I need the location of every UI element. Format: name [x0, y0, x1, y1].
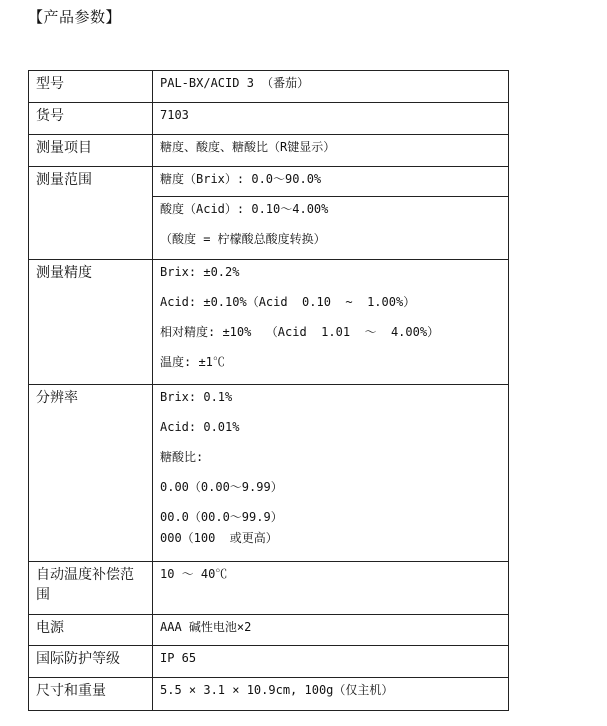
value-line: 酸度（Acid）: 0.10〜4.00%: [160, 202, 329, 216]
value-line: 00.0（00.0〜99.9）: [160, 510, 283, 524]
row-value: [153, 562, 509, 615]
row-value: [153, 71, 509, 103]
row-value: [153, 385, 509, 562]
table-row: [29, 167, 509, 197]
row-label: 自动温度补偿范围: [29, 562, 153, 615]
row-label: 测量项目: [29, 135, 153, 167]
row-value: [153, 103, 509, 135]
row-value: [153, 646, 509, 678]
row-label: 测量精度: [29, 260, 153, 385]
value-line: AAA 碱性电池×2: [160, 620, 252, 634]
value-line: 0.00（0.00〜9.99）: [160, 480, 283, 494]
value-line: Brix: 0.1%: [160, 390, 233, 404]
value-line: 5.5 × 3.1 × 10.9cm, 100g（仅主机）: [160, 683, 394, 697]
table-row: [29, 103, 509, 135]
row-value: [153, 167, 509, 197]
row-value: [153, 678, 509, 711]
table-row: [29, 562, 509, 615]
table-row: [29, 615, 509, 646]
row-label: 尺寸和重量: [29, 678, 153, 711]
value-line: 糖度（Brix）: 0.0〜90.0%: [160, 172, 322, 186]
row-value: [153, 135, 509, 167]
value-line: 7103: [160, 108, 189, 122]
value-line: Acid: ±0.10%（Acid 0.10 ~ 1.00%）: [160, 295, 416, 309]
table-row: [29, 385, 509, 562]
table-row: [29, 646, 509, 678]
row-label: 国际防护等级: [29, 646, 153, 678]
row-label: 型号: [29, 71, 153, 103]
value-line: Acid: 0.01%: [160, 420, 240, 434]
value-line: 10 ～ 40℃: [160, 567, 228, 581]
row-value: [153, 197, 509, 260]
value-line: 糖酸比:: [160, 450, 204, 464]
table-row: [29, 135, 509, 167]
row-label: 电源: [29, 615, 153, 646]
table-row: [29, 71, 509, 103]
value-line: PAL-BX/ACID 3 （番茄）: [160, 76, 310, 90]
value-line: 糖度、酸度、糖酸比（R键显示）: [160, 140, 336, 154]
product-spec-table: [28, 70, 509, 711]
value-line: Brix: ±0.2%: [160, 265, 240, 279]
value-line: 000（100 或更高）: [160, 531, 278, 545]
row-value: [153, 615, 509, 646]
table-row: [29, 678, 509, 711]
value-line: 温度: ±1℃: [160, 355, 225, 369]
value-line: IP 65: [160, 651, 197, 665]
row-label: 分辨率: [29, 385, 153, 562]
row-label: 货号: [29, 103, 153, 135]
table-row: [29, 260, 509, 385]
row-value: [153, 260, 509, 385]
row-label: 测量范围: [29, 167, 153, 260]
section-heading: 【产品参数】: [28, 8, 122, 26]
value-line: 相对精度: ±10% （Acid 1.01 ～ 4.00%）: [160, 325, 440, 339]
value-line: （酸度 = 柠檬酸总酸度转换）: [160, 232, 326, 246]
